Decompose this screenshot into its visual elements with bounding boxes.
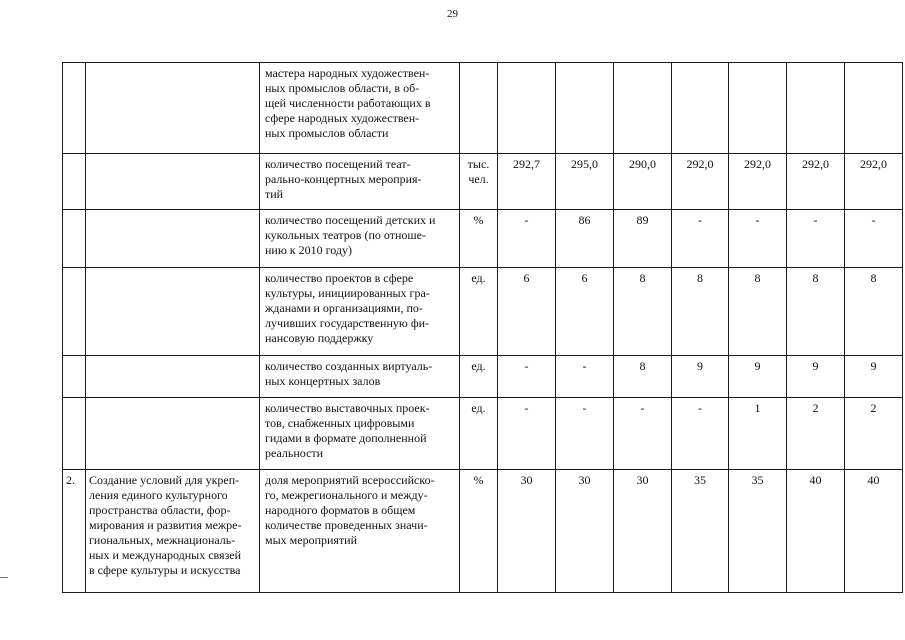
value-cell: 89 <box>614 210 672 268</box>
value-cell: 290,0 <box>614 154 672 210</box>
value-cell: - <box>845 210 903 268</box>
value-cell: 30 <box>556 470 614 593</box>
table-row <box>63 470 903 593</box>
goal-cell <box>86 398 260 470</box>
value-cell: 2 <box>787 398 845 470</box>
table-row <box>63 63 903 154</box>
row-index-cell <box>63 356 86 398</box>
indicator-cell: количество выставочных проек- тов, снабженных цифровыми гидами в формате дополненной реальности <box>260 398 460 470</box>
value-cell: - <box>672 210 729 268</box>
value-cell: - <box>498 356 556 398</box>
value-cell <box>672 63 729 154</box>
goal-cell <box>86 356 260 398</box>
indicator-cell: мастера народных художествен- ных промыслов области, в об- щей численности работающих в сфере народных художествен- ных промыслов области <box>260 63 460 154</box>
page-number: 29 <box>447 8 458 20</box>
value-cell: 292,0 <box>845 154 903 210</box>
value-cell: 30 <box>614 470 672 593</box>
value-cell: - <box>498 210 556 268</box>
value-cell: 9 <box>845 356 903 398</box>
goal-cell <box>86 210 260 268</box>
value-cell: - <box>729 210 787 268</box>
row-index-cell <box>63 210 86 268</box>
unit-cell: % <box>460 210 498 268</box>
unit-cell: % <box>460 470 498 593</box>
row-index-cell <box>63 268 86 356</box>
indicator-cell: доля мероприятий всероссийско- го, межрегионального и между- народного форматов в общем количестве проведенных значи- мых мероприятий <box>260 470 460 593</box>
value-cell: 9 <box>672 356 729 398</box>
value-cell: 292,0 <box>787 154 845 210</box>
value-cell: 6 <box>498 268 556 356</box>
goal-cell <box>86 63 260 154</box>
value-cell: 30 <box>498 470 556 593</box>
value-cell: 35 <box>729 470 787 593</box>
value-cell: - <box>787 210 845 268</box>
value-cell <box>556 63 614 154</box>
unit-cell: ед. <box>460 398 498 470</box>
table-row <box>63 210 903 268</box>
value-cell: 40 <box>845 470 903 593</box>
table-row <box>63 268 903 356</box>
indicator-cell: количество посещений детских и кукольных театров (по отноше- нию к 2010 году) <box>260 210 460 268</box>
value-cell: 40 <box>787 470 845 593</box>
indicator-cell: количество созданных виртуаль- ных концертных залов <box>260 356 460 398</box>
value-cell: 292,7 <box>498 154 556 210</box>
value-cell: 8 <box>729 268 787 356</box>
value-cell: - <box>672 398 729 470</box>
value-cell: 35 <box>672 470 729 593</box>
unit-cell: ед. <box>460 356 498 398</box>
unit-cell <box>460 63 498 154</box>
row-index-cell <box>63 398 86 470</box>
table-row <box>63 356 903 398</box>
indicator-table <box>62 62 903 593</box>
indicator-cell: количество посещений теат- рально-концертных мероприя- тий <box>260 154 460 210</box>
value-cell: 6 <box>556 268 614 356</box>
value-cell: 9 <box>729 356 787 398</box>
value-cell: - <box>556 356 614 398</box>
value-cell <box>845 63 903 154</box>
value-cell <box>614 63 672 154</box>
value-cell <box>787 63 845 154</box>
value-cell: 8 <box>672 268 729 356</box>
table-row <box>63 154 903 210</box>
value-cell: 86 <box>556 210 614 268</box>
value-cell: 8 <box>614 268 672 356</box>
value-cell: 8 <box>787 268 845 356</box>
goal-cell: Создание условий для укреп- ления единого культурного пространства области, фор- мирования и развития межре- гиональных, межнациональ- ных и международных связей в сфере культуры и искусства <box>86 470 260 593</box>
value-cell: - <box>556 398 614 470</box>
indicator-cell: количество проектов в сфере культуры, инициированных гра- жданами и организациями, по- лучивших государственную фи- нансовую поддержку <box>260 268 460 356</box>
unit-cell: ед. <box>460 268 498 356</box>
table-row <box>63 398 903 470</box>
value-cell: 8 <box>845 268 903 356</box>
value-cell: - <box>614 398 672 470</box>
value-cell: 295,0 <box>556 154 614 210</box>
goal-cell <box>86 154 260 210</box>
row-index-cell <box>63 63 86 154</box>
value-cell: 9 <box>787 356 845 398</box>
goal-cell <box>86 268 260 356</box>
value-cell: 1 <box>729 398 787 470</box>
value-cell: 8 <box>614 356 672 398</box>
value-cell: - <box>498 398 556 470</box>
value-cell: 292,0 <box>729 154 787 210</box>
value-cell <box>498 63 556 154</box>
scan-edge-mark <box>0 577 8 578</box>
row-index-cell: 2. <box>63 470 86 593</box>
unit-cell: тыс. чел. <box>460 154 498 210</box>
value-cell: 2 <box>845 398 903 470</box>
value-cell <box>729 63 787 154</box>
row-index-cell <box>63 154 86 210</box>
value-cell: 292,0 <box>672 154 729 210</box>
